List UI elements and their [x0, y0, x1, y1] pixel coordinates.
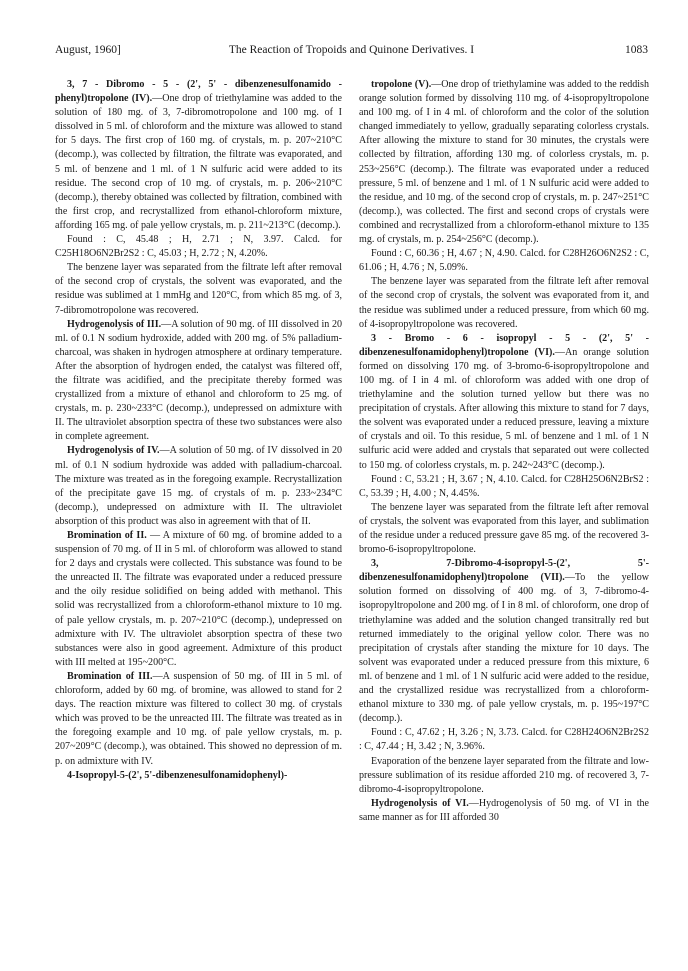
header-page-number: 1083: [625, 44, 648, 56]
paragraph-text: —One drop of triethylamine was added to the reddish orange solution formed by dissolving 110 mg. of 4-isopropyltropolone and 100 mg. of I in 4 ml. of chloroform and the color of the solution changed immediately to yellow, gradually separating colorless crystals. After allowing the mixture to stand for 30 minutes, the crystals were collected by filtration, affording 130 mg. of colorless crystals, m. p. 253~256°C (decomp.). The filtrate was evaporated under a reduced pressure, 5 ml. of benzene and 1 ml. of 1 N sulfuric acid were added to the residue, and 10 mg. of the second crop of crystals, m. p. 247~251°C (decomp.), was collected. The first and second crops of crystals were combined and recrystallized from a chloroform-ethanol mixture to 135 mg. of crystals, m. p. 254~256°C (decomp.).: [359, 79, 649, 246]
running-header: [55, 42, 648, 58]
paragraph: [55, 261, 342, 317]
paragraph-text: Found : C, 47.62 ; H, 3.26 ; N, 3.73. Calcd. for C28H24O6N2Br2S2 : C, 47.44 ; H, 3.42 ; N, 3.96%.: [359, 727, 649, 753]
paragraph: [359, 557, 649, 726]
paragraph-text: —A solution of 50 mg. of IV dissolved in 20 ml. of 0.1 N sodium hydroxide was added with palladium-charcoal. The mixture was treated as in the foregoing example. Recrystallization of the precipitate gave 15 mg. of crystals of m. p. 233~234°C (decomp.), undepressed on admixture with II. The ultraviolet absorption of this product was also in agreement with that of II.: [55, 445, 342, 527]
paragraph-heading: Bromination of III.: [67, 670, 153, 682]
paragraph: [55, 769, 342, 783]
paragraph: [55, 529, 342, 670]
paragraph: [359, 275, 649, 331]
paragraph-heading: tropolone (V).: [371, 79, 432, 90]
paragraph-text: Evaporation of the benzene layer separated from the filtrate and low-pressure sublimation of its residue afforded 210 mg. of recovered 3, 7-dibromo-4-isopropyltropolone.: [359, 755, 649, 795]
paragraph-text: —A solution of 90 mg. of III dissolved in 20 ml. of 0.1 N sodium hydroxide, added with 200 mg. of 5% palladium-charcoal, was shaken in hydrogen atmosphere at ordinary temperature. After the absorption of hydrogen ended, the catalyst was filtered off, the filtrate was acidified, and the precipitate thereby formed was crystallized from a mixture of ethanol and chloroform to 25 mg. of crystals, m. p. 230~233°C (decomp.), undepressed on admixture with II. The ultraviolet absorption spectra of these two substances were also in complete agreement.: [55, 318, 342, 443]
paragraph-text: —A suspension of 50 mg. of III in 5 ml. of chloroform, added by 60 mg. of bromine, was allowed to stand for 2 days. The reaction mixture was filtered to collect 30 mg. of crystals which was proved to be the unreacted III. The filtrate was treated as in the foregoing example and 10 mg. of pale yellow crystals, m. p. 207~209°C (decomp.), was obtained. This showed no depression of m. p. on admixture with IV.: [55, 670, 343, 767]
paragraph-text: Found : C, 60.36 ; H, 4.67 ; N, 4.90. Calcd. for C28H26O6N2S2 : C, 61.06 ; H, 4.76 ; N, 5.09%.: [359, 248, 649, 274]
paragraph: [359, 755, 649, 797]
paragraph-heading: Hydrogenolysis of VI.: [371, 797, 469, 809]
paragraph: [359, 726, 649, 754]
paragraph: [359, 78, 649, 247]
paragraph-text: —Hydrogenolysis of 50 mg. of VI in the same manner as for III afforded 30: [359, 797, 649, 823]
paragraph-text: Found : C, 53.21 ; H, 3.67 ; N, 4.10. Calcd. for C28H25O6N2BrS2 : C, 53.39 ; H, 4.00 ; N, 4.45%.: [359, 473, 649, 499]
paragraph: [55, 78, 342, 233]
paragraph: [359, 501, 649, 557]
paragraph: [55, 318, 342, 445]
paragraph-text: The benzene layer was separated from the filtrate left after removal of the second crop of crystals, the solvent was evaporated from it, and the residue was sublimed under a reduced pressure, from which 60 mg. of 4-isopropyltropolone was recovered.: [359, 276, 649, 330]
header-date: August, 1960]: [55, 44, 121, 56]
paragraph-text: — A mixture of 60 mg. of bromine added to a suspension of 70 mg. of II in 5 ml. of chloroform was allowed to stand for 2 days and crystals were collected. This substance was found to be the unreacted II. The filtrate was evaporated under a reduced pressure and the oily residue solidified on being added with methanol. This solid was recrystallized from a chloroform-ethanol mixture to 10 mg. of pale yellow crystals, m. p. 207~210°C (decomp.), undepressed on admixture with IV. The ultraviolet absorption spectra of these two substances were also in good agreement. Admixture of this product with III melted at 195~200°C.: [55, 530, 343, 668]
paragraph-text: —One drop of triethylamine was added to the solution of 180 mg. of 3, 7-dibromotropolone and 100 mg. of I dissolved in 5 ml. of chloroform and the mixture was allowed to stand for 5 days. The first crop of 160 mg. of crystals, m. p. 207~210°C (decomp.), was collected by filtration, the filtrate was evaporated, and 5 ml. of benzene and 1 ml. of 1 N sulfuric acid were added to its residue. The second crop of 10 mg. of crystals, m. p. 206~210°C (decomp.), thereby obtained was collected by filtration, combined with the first crop, and recrystallized from ethanol-chloroform mixture, affording 165 mg. of pale yellow crystals, m. p. 211~213°C (decomp.).: [55, 93, 342, 231]
paragraph-heading: Hydrogenolysis of III.: [67, 318, 162, 330]
paragraph: [55, 233, 342, 261]
paragraph-heading: Hydrogenolysis of IV.: [67, 445, 160, 457]
paragraph-text: The benzene layer was separated from the filtrate left after removal of the second crop of crystals, the solvent was evaporated, and the residue was sublimed at 1 mmHg and 120°C, from which 85 mg. of 3, 7-dibromotropolone was recovered.: [55, 262, 342, 316]
paragraph-heading: 3 - Bromo - 6 - isopropyl - 5 - (2', 5' - dibenzenesulfonamidophenyl)tropolone (VI).: [359, 332, 649, 358]
paragraph: [359, 247, 649, 275]
right-column: [359, 78, 649, 825]
paragraph-text: —An orange solution formed on dissolving 170 mg. of 3-bromo-6-isopropyltropolone and 100 mg. of I in 4 ml. of chloroform was added with one drop of triethylamine and the solution turned yellow but there was no precipitation of crystals. After allowing this mixture to stand for 7 days, the solvent was evaporated under a reduced pressure, leaving a mixture of crystals and oil. To this residue, 5 ml. of benzene and 1 ml. of 1 N sulfuric acid were added and crystals that separated out were collected to 150 mg. of colorless crystals, m. p. 242~243°C (decomp.).: [359, 346, 650, 471]
paragraph: [359, 332, 649, 473]
paragraph-heading: Bromination of II.: [67, 530, 147, 541]
paragraph: [359, 797, 649, 825]
paragraph: [359, 473, 649, 501]
paragraph-text: Found : C, 45.48 ; H, 2.71 ; N, 3.97. Calcd. for C25H18O6N2Br2S2 : C, 45.03 ; H, 2.72 ; N, 4.20%.: [55, 234, 342, 260]
paragraph-heading: 3, 7-Dibromo-4-isopropyl-5-(2', 5'-dibenzenesulfonamidophenyl)tropolone (VII).: [359, 558, 649, 584]
paragraph-heading: 4-Isopropyl-5-(2', 5'-dibenzenesulfonamidophenyl)-: [67, 769, 288, 781]
paragraph-text: —To the yellow solution formed on dissolving of 400 mg. of 3, 7-dibromo-4-isopropyltropolone and 200 mg. of I in 8 ml. of chloroform, one drop of triethylamine was added and the solution changed transitrally red but returned immediately to the original yellow color. There was no precipitation of crystals after standing the mixture for 10 days. The solvent was evaporated under a reduced pressure from this mixture, 6 ml. of benzene and 1 ml. of 1 N sulfuric acid were added to the residue, and the crystallized residue was recrystallized from a chloroform-ethanol mixture to 330 mg. of pale yellow crystals, m. p. 195~197°C (decomp.).: [359, 572, 649, 725]
paragraph: [55, 670, 342, 769]
header-title: The Reaction of Tropoids and Quinone Derivatives. I: [228, 44, 475, 56]
paragraph-text: The benzene layer was separated from the filtrate left after removal of crystals, the solvent was evaporated from this layer, and sublimation of the residue under a reduced pressure gave 85 mg. of the recovered 3-bromo-6-isopropyltropolone.: [359, 501, 649, 556]
paragraph: [55, 444, 342, 529]
left-column: [55, 78, 342, 783]
paragraph-heading: 3, 7 - Dibromo - 5 - (2', 5' - dibenzenesulfonamido - phenyl)tropolone (IV).: [55, 79, 342, 105]
